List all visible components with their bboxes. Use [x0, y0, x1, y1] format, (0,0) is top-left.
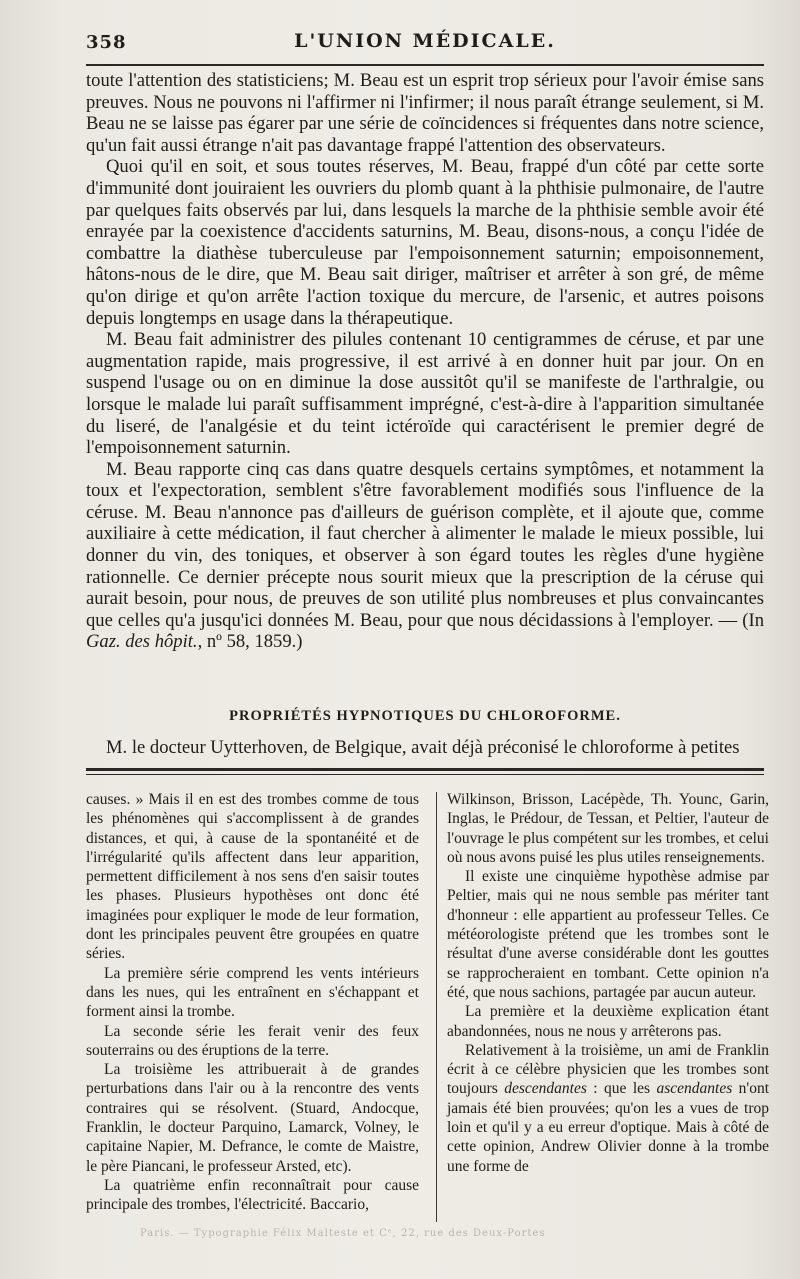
citation-source: Gaz. des hôpit. — [86, 631, 198, 653]
paragraph-1: toute l'attention des statisticiens; M. Beau est un esprit trop sérieux pour l'avoir émise sans preuves. Nous ne pouvons ni l'affirmer ni l'infirmer; il nous paraît étrange seulement, si M. Beau ne se laisse pas égarer par une série de coïncidences si fréquentes dans notre science, qu'un fait aussi étrange n'ait pas davantage frappé l'attention des observateurs. — [86, 70, 764, 156]
feuilleton-right-paragraph: Il existe une cinquième hypothèse admise par Peltier, mais qui ne nous semble pas mériter tant d'honneur : elle appartient au professeur Telles. Ce météorologiste prétend que les trombes sont le résultat d'une averse considérable dont les gouttes se rapprocheraient en tombant. Cette opinion n'a été, que nous sachions, partagée par aucun auteur. — [447, 868, 769, 1001]
feuilleton-right-column — [447, 790, 769, 1176]
franklin-text-b: : que les — [586, 1080, 657, 1098]
page-number: 358 — [86, 32, 127, 53]
paragraph-3: M. Beau fait administrer des pilules contenant 10 centigrammes de céruse, et par une augmentation rapide, mais progressive, il est arrivé à en donner huit par jour. On en suspend l'usage ou on en diminue la dose aussitôt qu'il se manifeste de l'arthralgie, ou lorsque le malade lui paraît suffisamment imprégné, c'est-à-dire à l'apparition simultanée du liseré, de l'analgésie et du teint ictéroïde qui caractérisent le premier degré de l'empoisonnement saturnin. — [86, 329, 764, 459]
section-intro: M. le docteur Uytterhoven, de Belgique, avait déjà préconisé le chloroforme à petites — [106, 737, 740, 758]
paragraph-2: Quoi qu'il en soit, et sous toutes réserves, M. Beau, frappé d'un côté par cette sorte d'immunité dont jouiraient les ouvriers du plomb quant à la phthisie pulmonaire, de l'autre par quelques faits observés par lui, dans lesquels la marche de la phthisie semble avoir été enrayée par la coexistence d'accidents saturnins, M. Beau, disons-nous, a conçu l'idée de combattre la diathèse tuberculeuse par l'empoisonnement saturnin; empoisonnement, hâtons-nous de le dire, que M. Beau sait diriger, maîtriser et arrêter à son gré, de même qu'on dirige et qu'on arrête l'action toxique du mercure, de l'arsenic, et autres poisons depuis longtemps en usage dans la thérapeutique. — [86, 156, 764, 329]
running-title: L'UNION MÉDICALE. — [294, 30, 556, 52]
feuilleton-left-paragraph: La première série comprend les vents intérieurs dans les nues, qui les entraînent en s'échappant et forment ainsi la trombe. — [86, 964, 419, 1021]
section-title: PROPRIÉTÉS HYPNOTIQUES DU CHLOROFORME. — [229, 708, 621, 724]
italic-descendantes: descendantes — [504, 1080, 587, 1098]
citation-close: , nº 58, 1859.) — [197, 631, 303, 653]
feuilleton-left-paragraph: La troisième les attribuerait à de grandes perturbations dans l'air ou à la rencontre des vents contraires qui se résolvent. (Stuard, Andocque, Franklin, le docteur Parquino, Lamarck, Volney, le capitaine Napier, M. Defrance, le comte de Maistre, le père Piancani, le professeur Arsted, etc). — [86, 1061, 419, 1175]
feuilleton-left-paragraph: causes. » Mais il en est des trombes comme de tous les phénomènes qui s'accomplissent à de grandes distances, et qui, à cause de la spontanéité et de l'irrégularité qu'ils affectent dans leur apparition, permettent difficilement à nos sens d'en saisir toutes les phases. Plusieurs hypothèses ont donc été imaginées pour expliquer le mode de leur formation, dont les principales peuvent être groupées en quatre séries. — [86, 791, 419, 963]
paragraph-4 — [86, 459, 764, 653]
feuilleton-left-paragraph: La quatrième enfin reconnaîtrait pour cause principale des trombes, l'électricité. Baccario, — [86, 1176, 419, 1214]
feuilleton-left-column — [86, 790, 419, 1215]
printer-imprint: Paris. — Typographie Félix Malteste et Cᵉ, 22, rue des Deux-Portes — [140, 1228, 546, 1239]
feuilleton-right-paragraph — [447, 1041, 769, 1176]
feuilleton-right-paragraph: La première et la deuxième explication étant abandonnées, nous ne nous y arrêterons pas. — [447, 1003, 769, 1040]
column-divider — [436, 792, 437, 1222]
paragraph-4-text: M. Beau rapporte cinq cas dans quatre desquels certains symptômes, et notamment la toux et l'expectoration, semblent s'être favorablement modifiés sous l'influence de la céruse. M. Beau n'annonce pas d'ailleurs de guérison complète, et il ajoute que, comme auxiliaire à cette médication, il faut chercher à alimenter le malade le mieux possible, lui donner du vin, des toniques, et observer à son égard toutes les règles d'une hygiène rationnelle. Ce dernier précepte nous sourit mieux que la prescription de la céruse qui aurait besoin, pour nous, de preuves de son utilité plus nombreuses et plus convaincantes que celles qu'a jusqu'ici données M. Beau, pour que nous décidassions à l'employer. — [86, 458, 764, 631]
feuilleton-rule-thick — [86, 768, 764, 771]
italic-ascendantes: ascendantes — [656, 1080, 733, 1098]
feuilleton-rule-thin — [86, 774, 764, 775]
feuilleton-left-paragraph: La seconde série les ferait venir des feux souterrains ou des éruptions de la terre. — [86, 1022, 419, 1059]
citation-open: — (In — [713, 609, 764, 631]
main-article — [86, 70, 764, 653]
feuilleton-right-paragraph: Wilkinson, Brisson, Lacépède, Th. Younc, Garin, Inglas, le Prédour, de Tessan, et Peltier, l'auteur de l'ouvrage le plus compétent sur les trombes, et celui où nous avons puisé les plus utiles renseignements. — [447, 791, 769, 866]
header-rule — [86, 64, 764, 66]
page-header — [86, 28, 764, 58]
franklin-text-a: Relativement à la troisième, un ami de Franklin écrit à ce célèbre physicien que les trombes sont toujours — [447, 1041, 769, 1098]
franklin-text-c: n'ont jamais été bien prouvées; qu'on les a vues de trop loin et qu'il y a eu erreur d'optique. Mais à côté de cette opinion, Andrew Olivier donne à la trombe une forme de — [447, 1080, 770, 1175]
